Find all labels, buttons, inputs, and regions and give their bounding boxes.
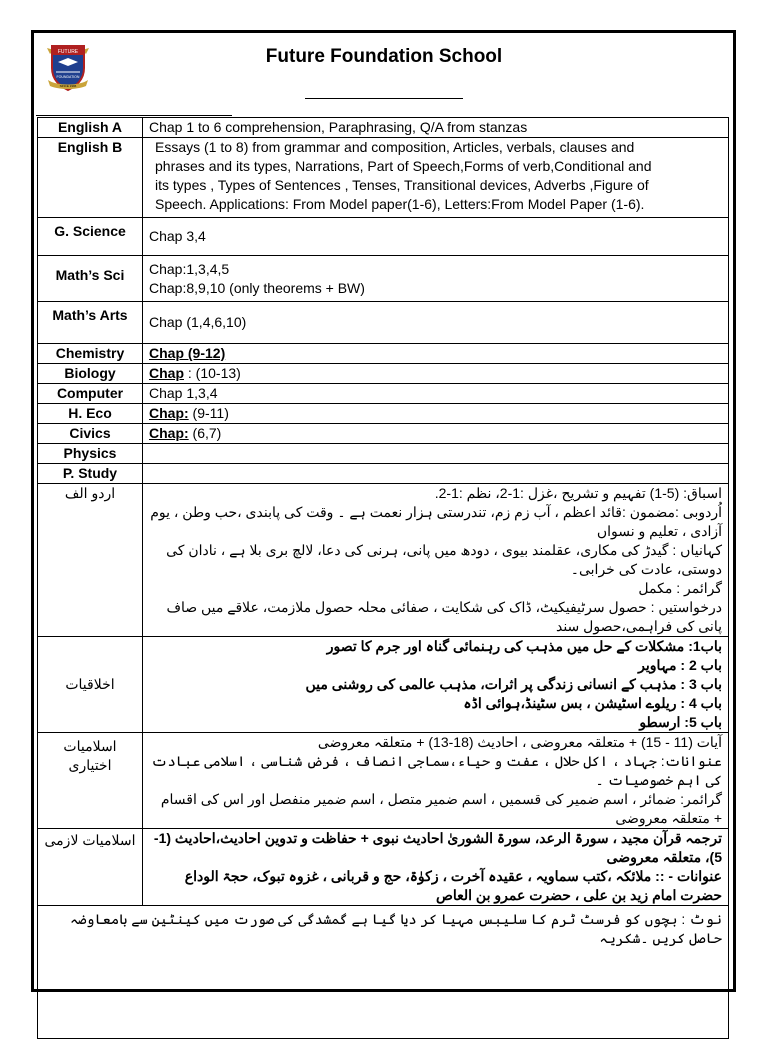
table-row xyxy=(38,344,729,364)
subject-cell: H. Eco xyxy=(38,404,143,424)
subject-cell: Civics xyxy=(38,424,143,444)
note-cell: نوٹ : بچوں کو فرسٹ ٹرم کا سلیبس مہیا کر دیا گیا ہے گمشدگی کی صورت میں کینٹین سے بامعاوضہ حاصل کریں ۔شکریہ xyxy=(38,906,729,1039)
table-row xyxy=(38,906,729,1039)
table-row xyxy=(38,444,729,464)
subject-cell: English B xyxy=(38,138,143,218)
content-cell: Chap 1 to 6 comprehension, Paraphrasing, Q/A from stanzas xyxy=(143,118,729,138)
school-name: Future Foundation School xyxy=(265,46,503,67)
subject-cell: Computer xyxy=(38,384,143,404)
subject-cell: Physics xyxy=(38,444,143,464)
content-cell: آیات (11 - 15) + متعلقہ معروضی ، احادیث (18-13) + متعلقہ معروضی عنوانات: جہاد ، اکل حلال ، عفت و حیاء،سماجی انصاف ، فرض شناسی ، اسلامی عبادت کی اہم خصوصیات ۔ گرائمر: ضمائر ، اسم ضمیر کی قسمیں ، اسم ضمیر متصل ، اسم ضمیر منفصل اور اس کی اقسام + متعلقہ معروضی xyxy=(143,733,729,829)
subject-cell: Chemistry xyxy=(38,344,143,364)
subject-cell: اسلامیات لازمی xyxy=(38,829,143,906)
content-cell xyxy=(143,444,729,464)
subject-cell: اخلاقیات xyxy=(38,637,143,733)
content-cell xyxy=(143,464,729,484)
content-cell: Chap: (9-11) xyxy=(143,404,729,424)
table-row xyxy=(38,302,729,344)
content-cell: Essays (1 to 8) from grammar and composition, Articles, verbals, clauses and phrases and its types, Narrations, Part of Speech,Forms of verb,Conditional and its types , Types of Sentences , Tenses, Transitional devices, Adverbs ,Figure of Speech. Applications: From Model paper(1-6), Letters:From Model Paper (1-6). xyxy=(143,138,729,218)
content-cell: Chap (9-12) xyxy=(143,344,729,364)
subject-cell: P. Study xyxy=(38,464,143,484)
table-row xyxy=(38,256,729,302)
content-cell: Chap 1,3,4 xyxy=(143,384,729,404)
table-row xyxy=(38,733,729,829)
table-row xyxy=(38,637,729,733)
subject-cell: اسلامیات اختیاری xyxy=(38,733,143,829)
svg-text:FOUNDATION: FOUNDATION xyxy=(56,75,80,79)
content-cell: Chap: (6,7) xyxy=(143,424,729,444)
header-rule xyxy=(36,115,232,116)
content-cell: ترجمہ قرآن مجید ، سورۃ الرعد، سورۃ الشوریٰ احادیث نبوی + حفاظت و تدوین احادیث،احادیث (1-5)، متعلقہ معروضی عنوانات - :: ملائکہ ،کتب سماویہ ، عقیدہ آخرت ، زکوٰۃ، حج و قربانی ، غزوہ تبوک، حجۃ الوداع حضرت امام زید بن علی ، حضرت عمرو بن العاص xyxy=(143,829,729,906)
subject-cell: G. Science xyxy=(38,218,143,256)
subject-cell: English A xyxy=(38,118,143,138)
table-row xyxy=(38,404,729,424)
svg-text:SINCE 1996: SINCE 1996 xyxy=(59,84,77,88)
table-row xyxy=(38,218,729,256)
table-row xyxy=(38,424,729,444)
table-row xyxy=(38,484,729,637)
syllabus-table xyxy=(37,117,729,1039)
table-row xyxy=(38,829,729,906)
content-cell: Chap (1,4,6,10) xyxy=(143,302,729,344)
table-row xyxy=(38,464,729,484)
subject-cell: Math’s Sci xyxy=(38,256,143,302)
content-cell: اسباق: (5-1) تفہیم و تشریح ،غزل :1-2، نظم :1-2. اُردوبی :مضمون :قائد اعظم ، آب زم زم، تندرستی ہزار نعمت ہے ۔ وقت کی پابندی ،حب وطن ، یوم آزادی ، تعلیم و نسواں کہانیاں : گیدڑ کی مکاری، عقلمند بیوی ، دودھ میں پانی، ہرنی کی دعا، لالچ بری بلا ہے ، نادان کی دوستی، عادت کی خرابی۔ گرائمر : مکمل درخواستیں : حصول سرٹیفیکیٹ، ڈاک کی شکایت ، صفائی محلہ حصول ملازمت، علاقے میں صاف پانی کی فراہمی،حصول سند xyxy=(143,484,729,637)
content-cell: Chap:1,3,4,5 Chap:8,9,10 (only theorems + BW) xyxy=(143,256,729,302)
table-row xyxy=(38,384,729,404)
subject-cell: Math’s Arts xyxy=(38,302,143,344)
content-cell: باب1: مشکلات کے حل میں مذہب کی رہنمائی گناہ اور جرم کا تصور باب 2 : مہاویر باب 3 : مذہب کے انسانی زندگی پر اثرات، مذہب عالمی کی روشنی میں باب 4 : ریلوے اسٹیشن ، بس سٹینڈ،ہوائی اڈہ باب 5: ارسطو xyxy=(143,637,729,733)
subject-cell: Biology xyxy=(38,364,143,384)
svg-text:FUTURE: FUTURE xyxy=(57,49,79,55)
table-row xyxy=(38,364,729,384)
title-underline xyxy=(305,98,463,99)
table-row xyxy=(38,118,729,138)
content-cell: Chap : (10-13) xyxy=(143,364,729,384)
content-cell: Chap 3,4 xyxy=(143,218,729,256)
subject-cell: اردو الف xyxy=(38,484,143,637)
table-row xyxy=(38,138,729,218)
